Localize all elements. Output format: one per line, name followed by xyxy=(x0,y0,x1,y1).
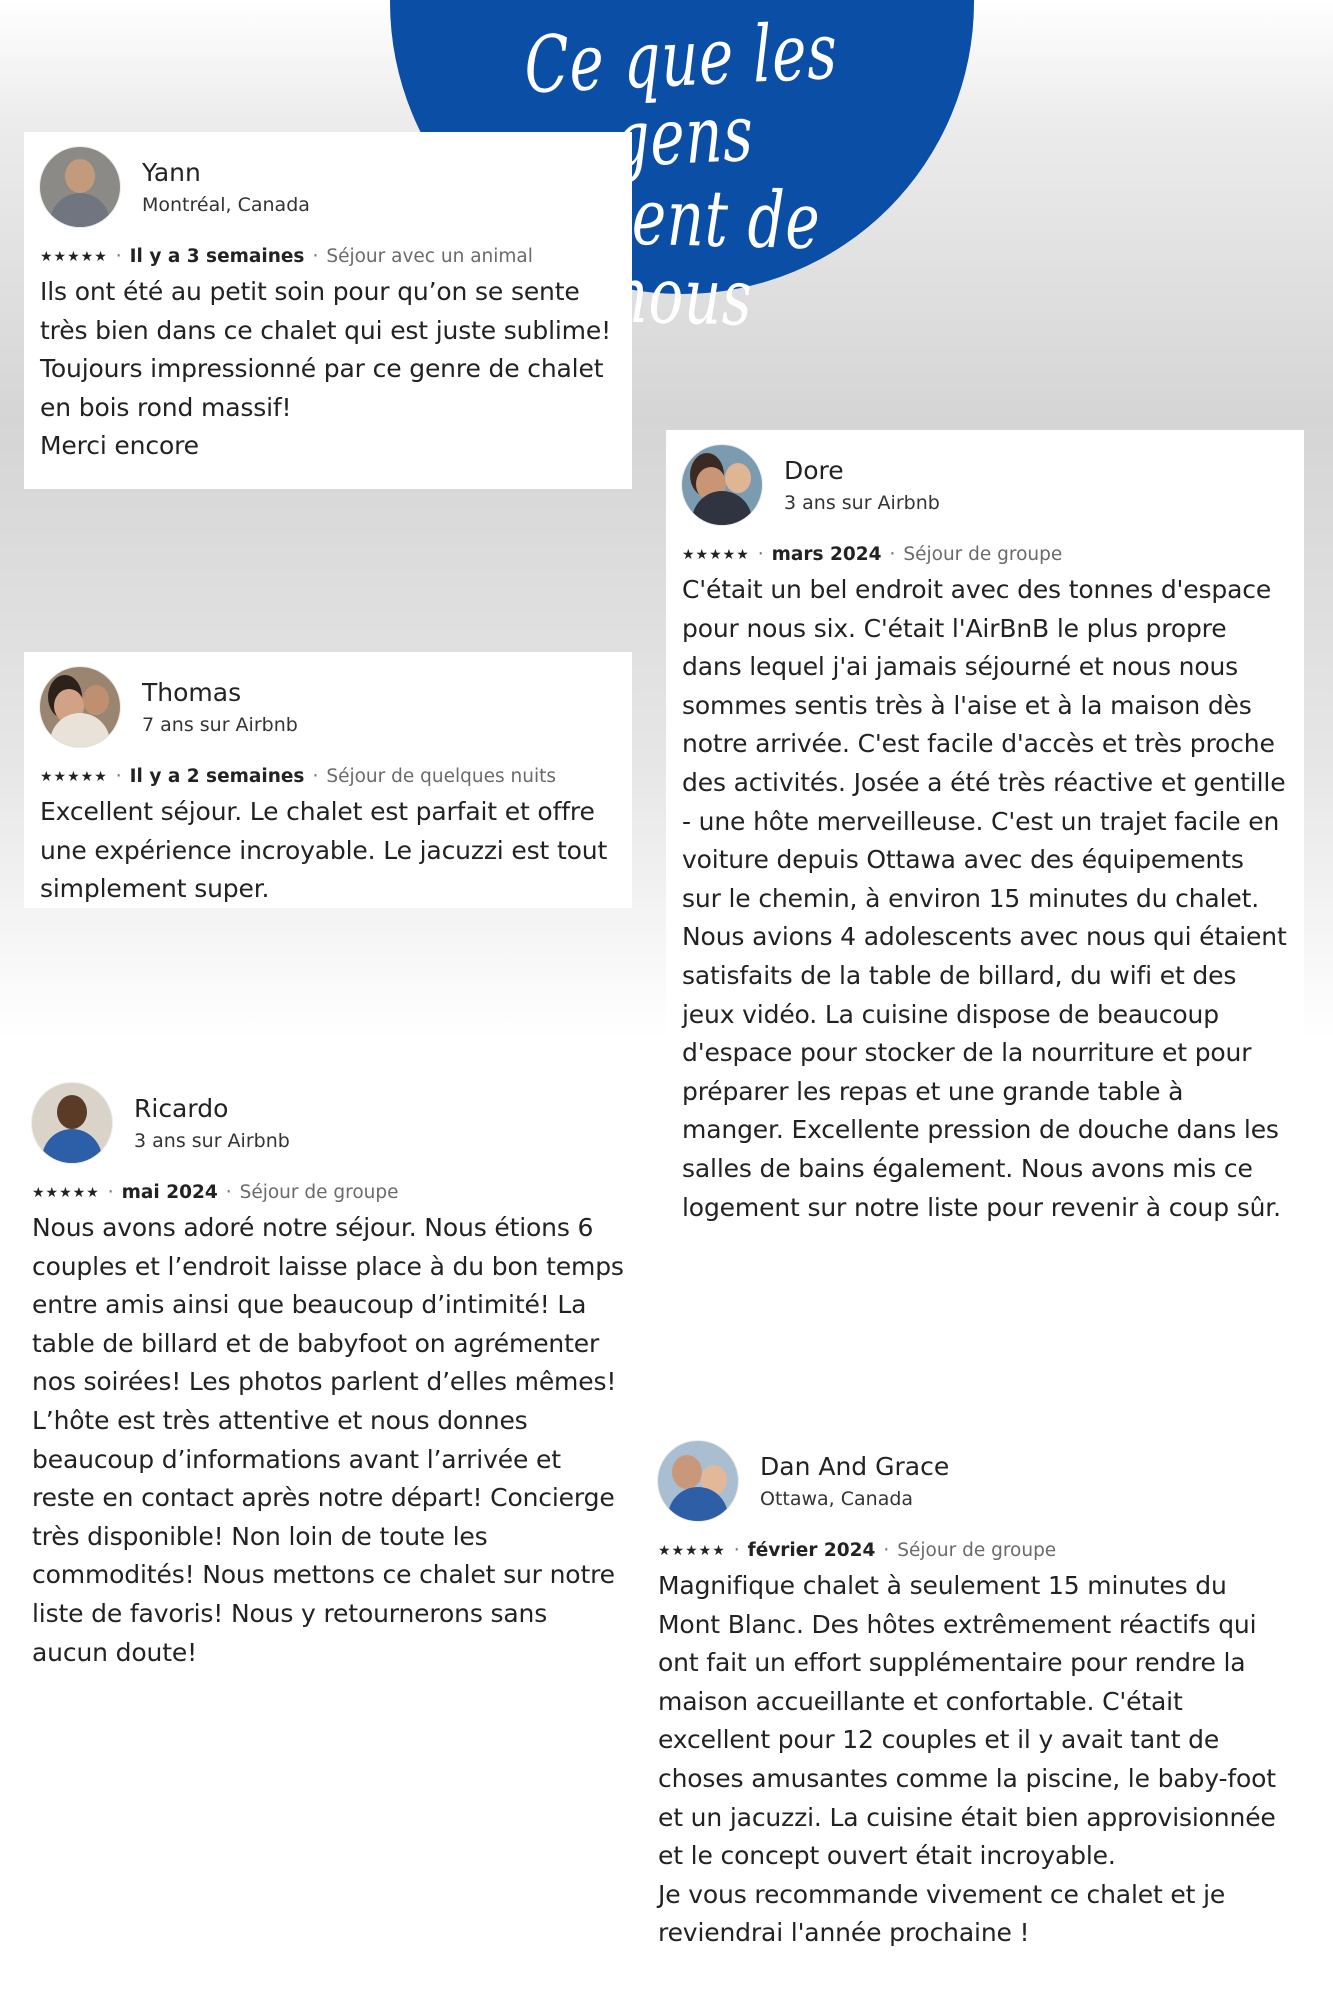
reviewer-location: Montréal, Canada xyxy=(142,194,310,217)
review-meta: ★★★★★ · mars 2024 · Séjour de groupe xyxy=(682,544,1063,565)
star-rating-icon: ★★★★★ xyxy=(32,1184,100,1201)
review-text: Ils ont été au petit soin pour qu’on se sente très bien dans ce chalet qui est juste sublime! Toujours impressionné par ce genre de chalet en bois rond massif! Merci encore xyxy=(40,277,611,461)
avatar xyxy=(658,1441,738,1521)
review-text: C'était un bel endroit avec des tonnes d'espace pour nous six. C'était l'AirBnB le plus propre dans lequel j'ai jamais séjourné et nous nous sommes sentis très à l'aise et à la maison dès notre arrivée. C'est facile d'accès et très proche des activités. Josée a été très réactive et gentille - une hôte merveilleuse. C'est un trajet facile en voiture depuis Ottawa avec des équipements sur le chemin, à environ 15 minutes du chalet. Nous avions 4 adolescents avec nous qui étaient satisfaits de la table de billard, du wifi et des jeux vidéo. La cuisine dispose de beaucoup d'espace pour stocker de la nourriture et pour préparer les repas et une grande table à manger. Excellente pression de douche dans les salles de bains également. Nous avons mis ce logement sur notre liste pour revenir à coup sûr. xyxy=(682,575,1287,1222)
review-card-dore xyxy=(666,430,1304,1222)
avatar xyxy=(40,147,120,227)
reviewer-tenure: 7 ans sur Airbnb xyxy=(142,714,298,737)
review-header xyxy=(32,1078,624,1168)
review-meta: ★★★★★ · Il y a 2 semaines · Séjour de quelques nuits xyxy=(40,766,556,787)
trip-type: Séjour de quelques nuits xyxy=(326,766,556,787)
title-line-1: Ce que les gens xyxy=(523,6,839,186)
star-rating-icon: ★★★★★ xyxy=(682,546,750,563)
reviewer-name: Ricardo xyxy=(134,1093,229,1123)
review-text: Nous avons adoré notre séjour. Nous étions 6 couples et l’endroit laisse place à du bon temps entre amis ainsi que beaucoup d’intimité! La table de billard et de babyfoot on agrémenter nos soirées! Les photos parlent d’elles mêmes! L’hôte est très attentive et nous donnes beaucoup d’informations avant l’arrivée et reste en contact après notre départ! Concierge très disponible! Non loin de toute les commodités! Nous mettons ce chalet sur notre liste de favoris! Nous y retournerons sans aucun doute! xyxy=(32,1213,624,1667)
reviewer-tenure: 3 ans sur Airbnb xyxy=(134,1130,290,1153)
review-header xyxy=(658,1436,1288,1526)
review-header xyxy=(40,662,618,752)
review-header xyxy=(682,440,1290,530)
review-card-dan-and-grace xyxy=(642,1426,1302,1966)
reviewer-info xyxy=(142,677,298,737)
reviewer-info xyxy=(784,455,940,515)
review-date: mars 2024 xyxy=(771,544,882,565)
trip-type: Séjour de groupe xyxy=(897,1540,1057,1561)
review-date: Il y a 3 semaines xyxy=(129,246,305,267)
reviewer-name: Dore xyxy=(784,455,844,485)
avatar xyxy=(682,445,762,525)
title-line-2: disent de nous xyxy=(544,170,821,344)
trip-type: Séjour avec un animal xyxy=(326,246,533,267)
review-card-thomas xyxy=(24,652,632,908)
reviewer-info xyxy=(142,157,310,217)
review-card-ricardo xyxy=(16,1068,638,1667)
reviewer-tenure: 3 ans sur Airbnb xyxy=(784,492,940,515)
star-rating-icon: ★★★★★ xyxy=(40,768,108,785)
review-text: Magnifique chalet à seulement 15 minutes du Mont Blanc. Des hôtes extrêmement réactifs qui ont fait un effort supplémentaire pour rendre la maison accueillante et confortable. C'était excellent pour 12 couples et il y avait tant de choses amusantes comme la piscine, le baby-foot et un jacuzzi. La cuisine était bien approvisionnée et le concept ouvert était incroyable. Je vous recommande vivement ce chalet et je reviendrai l'année prochaine ! xyxy=(658,1571,1276,1948)
review-text: Excellent séjour. Le chalet est parfait et offre une expérience incroyable. Le jacuzzi est tout simplement super. xyxy=(40,797,608,904)
review-meta: ★★★★★ · mai 2024 · Séjour de groupe xyxy=(32,1182,399,1203)
reviewer-name: Thomas xyxy=(142,677,242,707)
star-rating-icon: ★★★★★ xyxy=(658,1542,726,1559)
reviewer-location: Ottawa, Canada xyxy=(760,1488,914,1511)
review-date: mai 2024 xyxy=(121,1182,218,1203)
review-date: Il y a 2 semaines xyxy=(129,766,305,787)
trip-type: Séjour de groupe xyxy=(239,1182,399,1203)
reviewer-name: Yann xyxy=(142,157,201,187)
reviewer-name: Dan And Grace xyxy=(760,1451,950,1481)
avatar xyxy=(32,1083,112,1163)
review-meta: ★★★★★ · Il y a 3 semaines · Séjour avec un animal xyxy=(40,246,533,267)
star-rating-icon: ★★★★★ xyxy=(40,248,108,265)
review-date: février 2024 xyxy=(747,1540,876,1561)
reviewer-info xyxy=(760,1451,949,1511)
reviewer-info xyxy=(134,1093,290,1153)
page-title xyxy=(390,0,974,344)
review-meta: ★★★★★ · février 2024 · Séjour de groupe xyxy=(658,1540,1057,1561)
trip-type: Séjour de groupe xyxy=(903,544,1063,565)
avatar xyxy=(40,667,120,747)
